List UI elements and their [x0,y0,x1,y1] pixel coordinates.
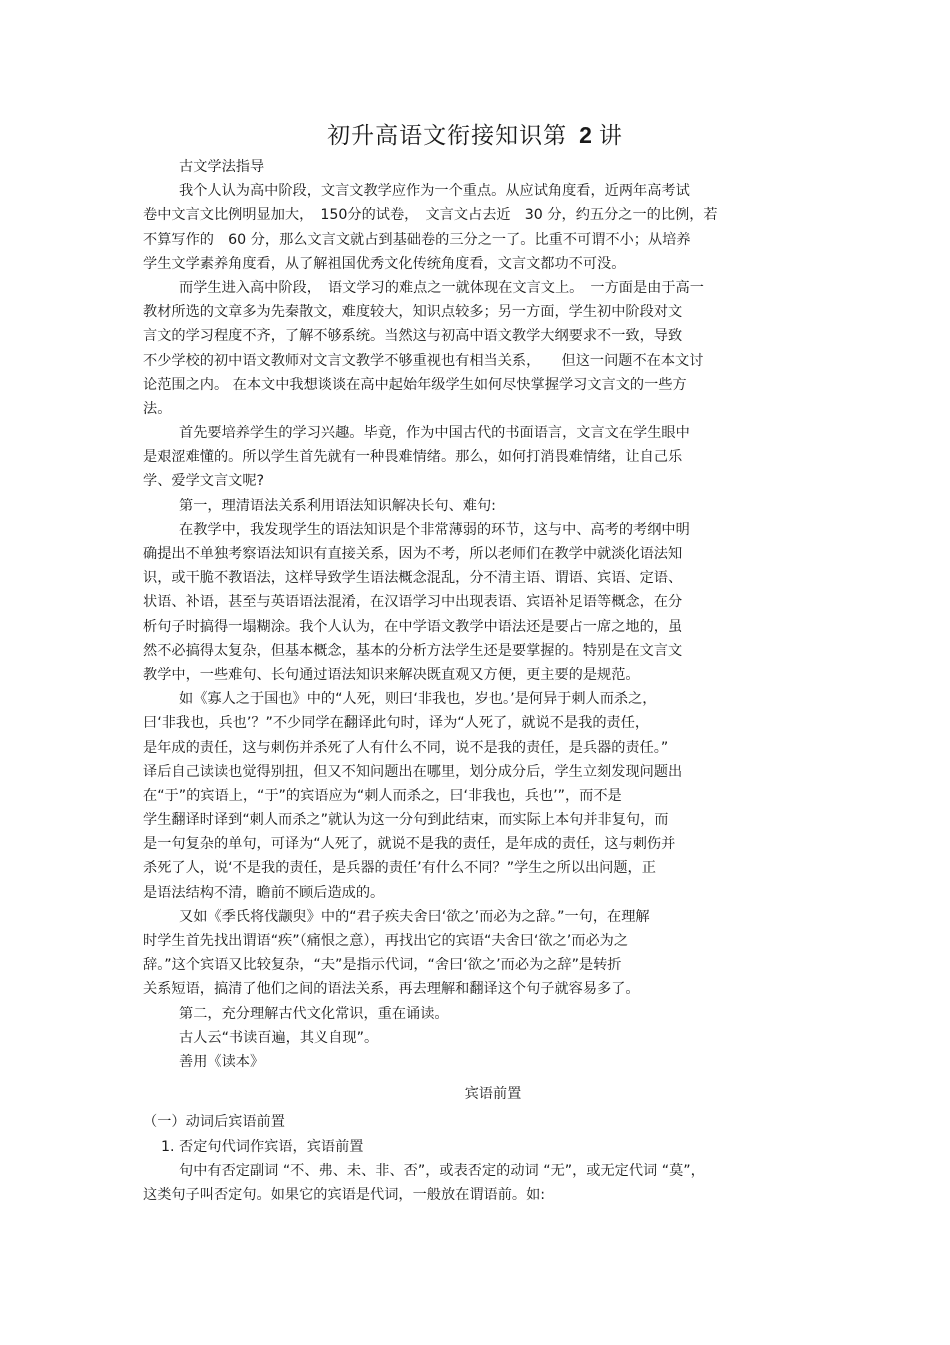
text-line: 法。 [143,400,172,417]
list-heading: （一）动词后宾语前置 [143,1114,285,1131]
topic-heading: 宾语前置 [464,1086,522,1103]
text-line: 言文的学习程度不齐，了解不够系统。当然这与初高中语文教学大纲要求不一致，导致 [143,328,683,345]
text-line: 识，或干脆不教语法，这样导致学生语法概念混乱，分不清主语、谓语、宾语、定语、 [143,570,683,587]
document-body [143,155,803,1207]
text-line: 教学中，一些难句、长句通过语法知识来解决既直观又方便，更主要的是规范。 [143,666,640,683]
text-line: 学生文学素养角度看，从了解祖国优秀文化传统角度看，文言文都功不可没。 [143,255,626,272]
text-line: 时学生首先找出谓语“疾”（痛恨之意），再找出它的宾语“夫舍曰‘欲之’而必为之 [143,933,629,949]
text-line: 曰‘非我也，兵也’？”不少同学在翻译此句时，译为“人死了，就说不是我的责任， [143,715,650,732]
text-line: 不算写作的 60 分，那么文言文就占到基础卷的三分之一了。比重不可谓不小；从培养 [143,231,691,248]
subsection-heading: 第二，充分理解古代文化常识，重在诵读。 [179,1005,449,1022]
text-line: 析句子时搞得一塌糊涂。我个人认为，在中学语文教学中语法还是要占一席之地的，虽 [143,618,683,635]
text-line: 辞。”这个宾语又比较复杂，“夫”是指示代词，“舍曰‘欲之’而必为之辞”是转折 [143,957,622,974]
text-line: 确提出不单独考察语法知识有直接关系，因为不考，所以老师们在教学中就淡化语法知 [143,546,683,562]
text-line: 首先要培养学生的学习兴趣。毕竟，作为中国古代的书面语言，文言文在学生眼中 [179,425,690,442]
text-line: 论范围之内。 在本文中我想谈谈在高中起始年级学生如何尽快掌握学习文言文的一些方 [143,376,687,393]
text-line: 是年成的责任，这与刺伤并杀死了人有什么不同，说不是我的责任，是兵器的责任。” [143,739,669,756]
text-line: 善用《读本》 [179,1053,265,1070]
text-line: 不少学校的初中语文教师对文言文教学不够重视也有相当关系， 但这一问题不在本文讨 [143,352,704,369]
list-item: 1. 否定句代词作宾语，宾语前置 [161,1138,364,1155]
text-line: 是语法结构不清，瞻前不顾后造成的。 [143,884,385,901]
text-line: 而学生进入高中阶段， 语文学习的难点之一就体现在文言文上。 一方面是由于高一 [179,279,704,296]
text-line: 学、爱学文言文呢? [143,473,265,490]
text-line: 如《寡人之于国也》中的“人死，则曰‘非我也，岁也。’是何异于刺人而杀之， [179,691,657,708]
section-heading: 古文学法指导 [179,159,265,175]
text-line: 我个人认为高中阶段，文言文教学应作为一个重点。从应试角度看，近两年高考试 [179,183,690,200]
text-line: 译后自己读读也觉得别扭，但又不知问题出在哪里，划分成分后，学生立刻发现问题出 [143,763,683,780]
text-line: 教材所选的文章多为先秦散文，难度较大，知识点较多；另一方面，学生初中阶段对文 [143,304,683,321]
text-line: 卷中文言文比例明显加大， 150分的试卷， 文言文占去近 30 分，约五分之一的比例，若 [143,207,718,224]
text-line: 状语、补语，甚至与英语语法混淆，在汉语学习中出现表语、宾语补足语等概念，在分 [143,594,683,611]
title-text: 初升高语文衔接知识第 [327,123,568,149]
text-line: 在教学中，我发现学生的语法知识是个非常薄弱的环节，这与中、高考的考纲中明 [179,521,690,538]
text-line: 又如《季氏将伐颛臾》中的“君子疾夫舍曰‘欲之’而必为之辞。”一句，在理解 [179,908,650,925]
title-suffix: 讲 [598,123,623,149]
text-line: 句中有否定副词 “不、弗、未、非、否”，或表否定的动词 “无”，或无定代词 “莫”， [179,1162,705,1179]
text-line: 古人云“书读百遍，其义自现”。 [179,1029,379,1046]
page-title [0,118,950,153]
title-number: 2 [579,122,593,148]
text-line: 在“于”的宾语上，“于”的宾语应为“刺人而杀之，曰‘非我也，兵也’”，而不是 [143,787,622,804]
text-line: 是一句复杂的单句，可译为“人死了，就说不是我的责任，是年成的责任，这与刺伤并 [143,836,676,853]
text-line: 关系短语，搞清了他们之间的语法关系，再去理解和翻译这个句子就容易多了。 [143,981,640,998]
text-line: 学生翻译时译到“刺人而杀之”就认为这一分句到此结束，而实际上本句并非复句，而 [143,812,669,829]
subsection-heading: 第一，理清语法关系利用语法知识解决长句、难句: [179,497,496,514]
text-line: 这类句子叫否定句。如果它的宾语是代词，一般放在谓语前。如: [143,1186,546,1203]
text-line: 杀死了人，说‘不是我的责任，是兵器的责任’有什么不同？”学生之所以出问题，正 [143,860,656,877]
text-line: 是艰涩难懂的。所以学生首先就有一种畏难情绪。那么，如何打消畏难情绪，让自己乐 [143,449,683,466]
text-line: 然不必搞得太复杂，但基本概念，基本的分析方法学生还是要掌握的。特别是在文言文 [143,642,683,659]
